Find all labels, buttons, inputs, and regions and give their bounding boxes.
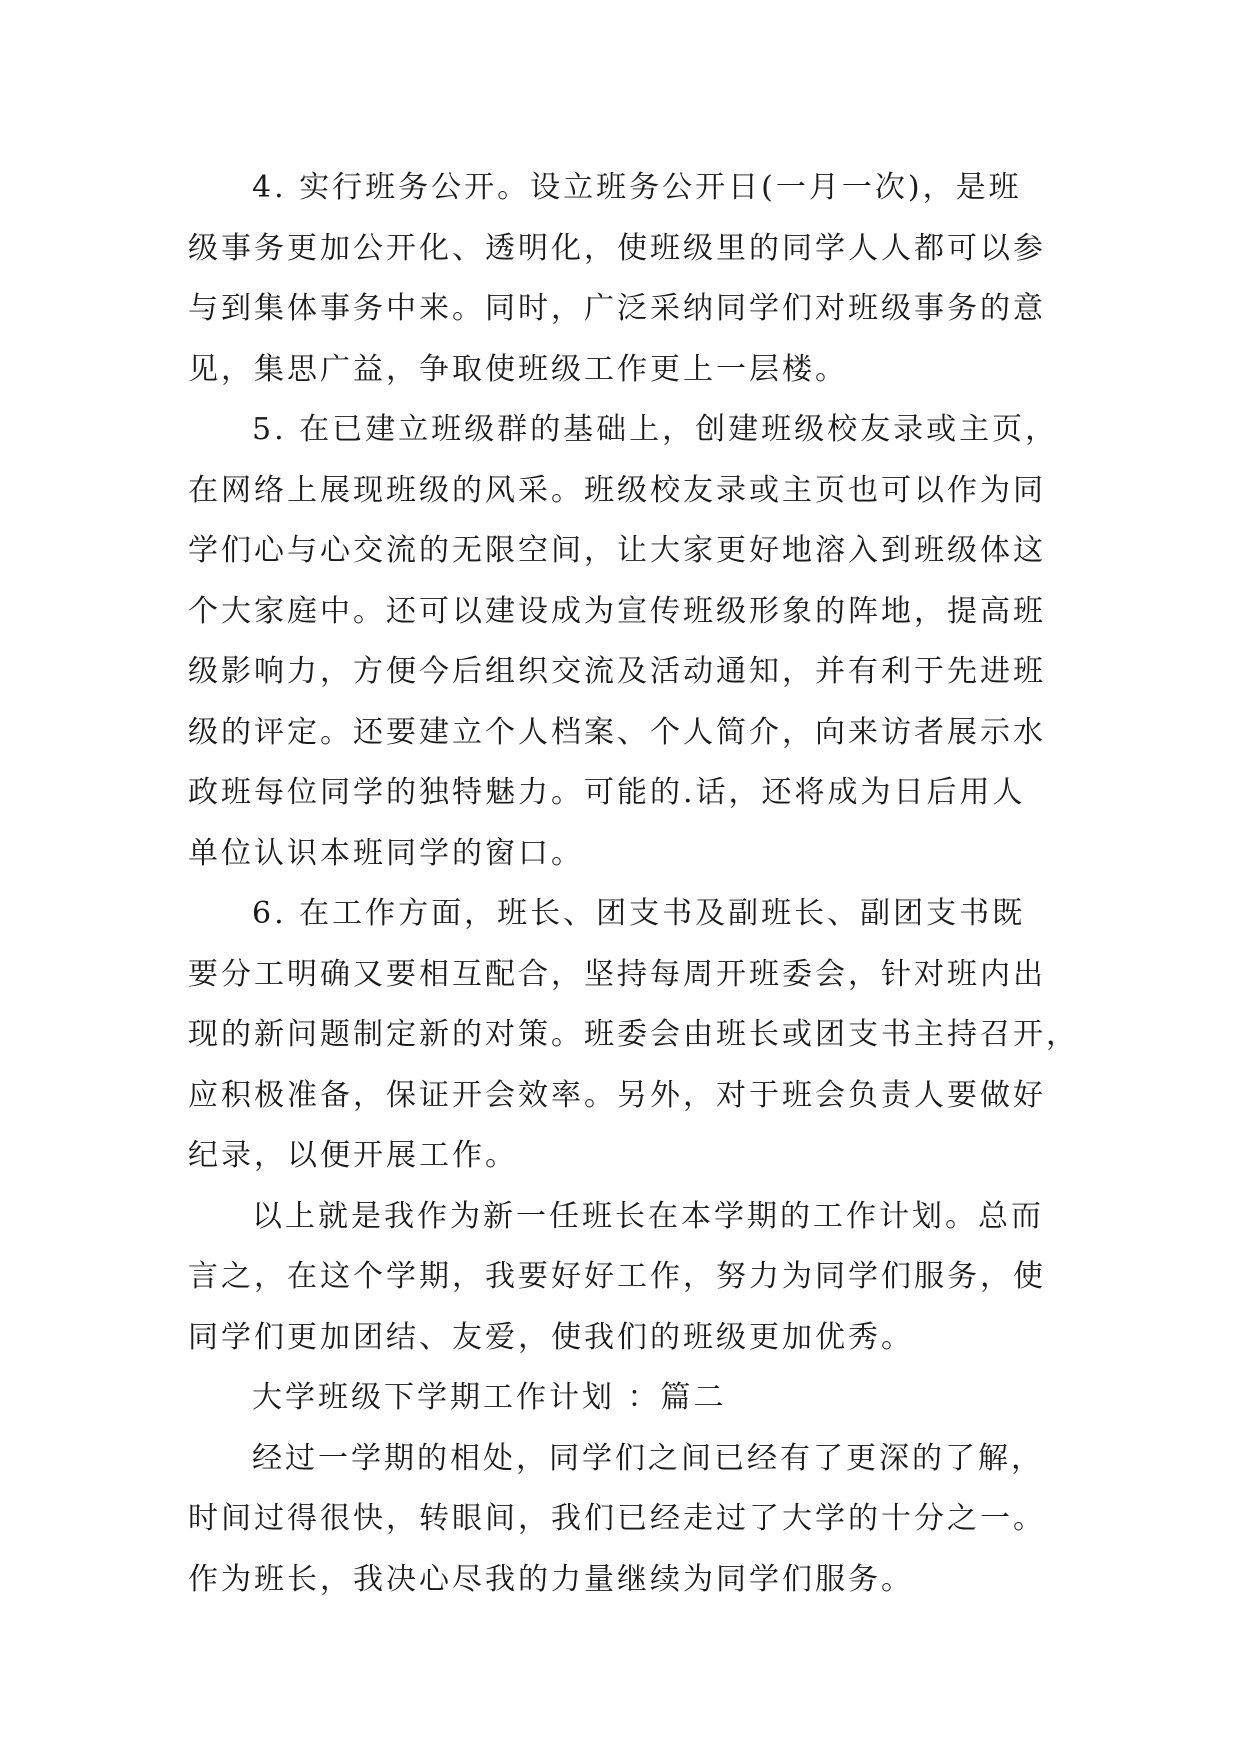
text-line: 级影响力，方便今后组织交流及活动通知，并有利于先进班 <box>188 654 1046 689</box>
text-line: 时间过得很快，转眼间，我们已经走过了大学的十分之一。 <box>188 1501 1046 1536</box>
text-line: 见，集思广益，争取使班级工作更上一层楼。 <box>188 351 848 387</box>
paragraph-item-4 <box>188 158 1068 400</box>
paragraph-summary <box>188 1187 1068 1369</box>
text-line: 级事务更加公开化、透明化，使班级里的同学人人都可以参 <box>188 230 1046 266</box>
text-line: 现的新问题制定新的对策。班委会由班长或团支书主持召开， <box>188 1017 1079 1052</box>
section-title: 大学班级下学期工作计划 ：篇二 <box>252 1380 727 1415</box>
text-line: 应积极准备，保证开会效率。另外，对于班会负责人要做好 <box>188 1077 1046 1113</box>
text-line: 个大家庭中。还可以建设成为宣传班级形象的阵地，提高班 <box>188 593 1046 629</box>
text-line: 经过一学期的相处，同学们之间已经有了更深的了解， <box>252 1440 1044 1476</box>
text-line: 政班每位同学的独特魅力。可能的.话，还将成为日后用人 <box>188 775 1026 810</box>
text-line: 单位认识本班同学的窗口。 <box>188 835 584 871</box>
text-line: 在网络上展现班级的风采。班级校友录或主页也可以作为同 <box>188 472 1046 508</box>
document-body <box>188 158 1079 1610</box>
text-line: 要分工明确又要相互配合，坚持每周开班委会，针对班内出 <box>188 956 1046 992</box>
paragraph-intro <box>188 1429 1068 1611</box>
section-heading <box>188 1368 1068 1429</box>
text-line: 学们心与心交流的无限空间，让大家更好地溶入到班级体这 <box>188 533 1046 568</box>
text-line: 言之，在这个学期，我要好好工作，努力为同学们服务，使 <box>188 1259 1046 1294</box>
paragraph-item-5 <box>188 400 1068 884</box>
text-line: 纪录，以便开展工作。 <box>188 1138 518 1173</box>
text-line: 以上就是我作为新一任班长在本学期的工作计划。总而 <box>252 1198 1044 1234</box>
paragraph-item-6 <box>188 884 1079 1187</box>
text-line: 4. 实行班务公开。设立班务公开日(一月一次)，是班 <box>252 170 1022 205</box>
text-line: 5. 在已建立班级群的基础上，创建班级校友录或主页， <box>252 412 1059 447</box>
text-line: 与到集体事务中来。同时，广泛采纳同学们对班级事务的意 <box>188 291 1046 326</box>
text-line: 6. 在工作方面，班长、团支书及副班长、副团支书既 <box>252 896 1026 931</box>
text-line: 级的评定。还要建立个人档案、个人简介，向来访者展示水 <box>188 714 1046 750</box>
text-line: 同学们更加团结、友爱，使我们的班级更加优秀。 <box>188 1319 914 1355</box>
text-line: 作为班长，我决心尽我的力量继续为同学们服务。 <box>188 1561 914 1597</box>
